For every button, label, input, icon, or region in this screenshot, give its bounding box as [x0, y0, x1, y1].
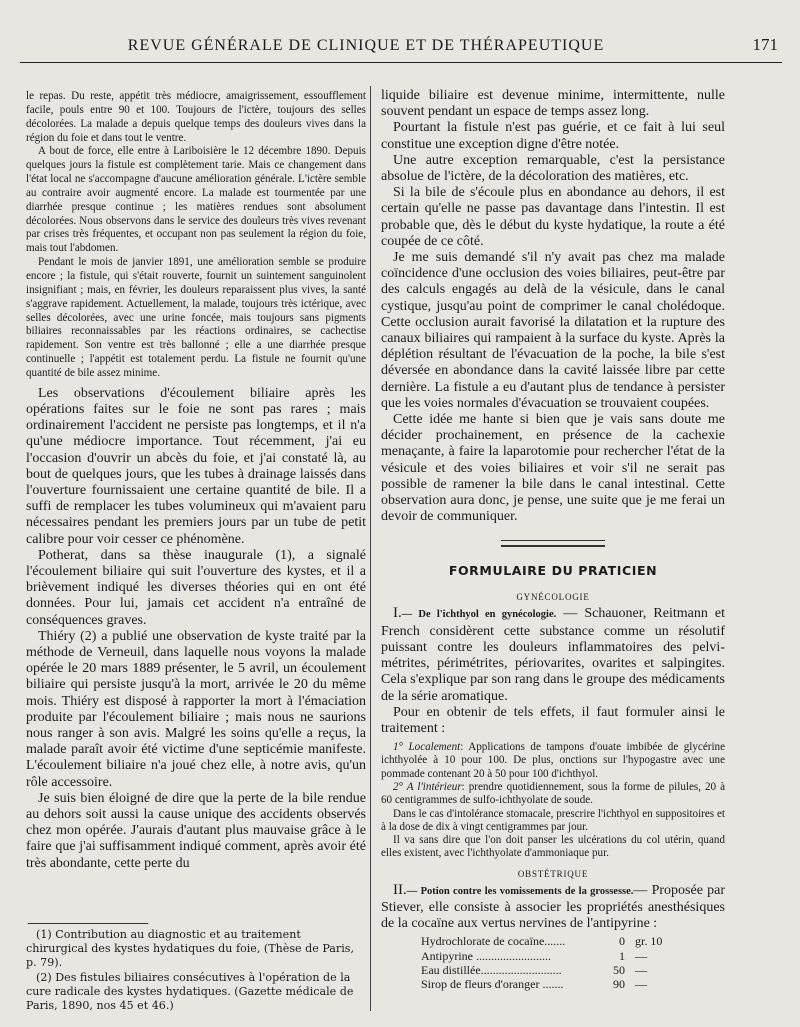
subsection-heading: GYNÉCOLOGIE — [516, 592, 590, 603]
footnote: (1) Contribution au diagnostic et au traitement chirurgical des kystes hydatiques du foie, (Thèse de Paris, p. 79). — [26, 928, 354, 969]
quantity: 1 — [619, 948, 625, 963]
unit: — — [635, 977, 647, 991]
body-paragraph: Les observations d'écoulement biliaire après les opérations faites sur le foie ne sont pas rares ; mais ordinairement l'accident ne persiste pas longtemps, et il n'a qu'une médiocre importance. Tout récemment, j'ai eu l'occasion d'ouvrir un abcès du foie, et j'ai constaté là, au bout de quelques jours, que les tubes à drainage laissés dans l'ouverture fournissaient une certaine quantité de bile. Il a suffi de remplacer les tubes volumineux qui m'avaient paru nécessaires pendant les premiers jours par un tube de petit calibre pour voir cesser ce phénomène. — [26, 385, 366, 547]
body-paragraph: Thiéry (2) a publié une observation de kyste traité par la méthode de Verneuil, dans laquelle nous voyons la malade opérée le 20 mars 1889 présenter, le 5 avril, un écoulement biliaire qui persiste jusqu'à la mort, arrivée le 20 du même mois. Thiéry est disposé à rapporter la mort à l'émaciation produite par l'écoulement biliaire ; mais nous ne saurions nous ranger à son avis. Malgré les soins qu'elle a reçus, la malade paraît avoir été victime d'une septicémie manifeste. L'écoulement biliaire n'a joué chez elle, à notre avis, qu'un rôle accessoire. — [26, 628, 366, 790]
section-title: FORMULAIRE DU PRATICIEN — [448, 563, 658, 579]
item-number: II. — [393, 881, 407, 898]
treatment-label: 2° A l'intérieur — [393, 781, 462, 793]
unit: — — [635, 962, 647, 977]
footnotes — [26, 928, 366, 1014]
formulary-item — [381, 882, 725, 933]
running-header — [20, 32, 782, 63]
item-title: — Potion contre les vomissements de la grossesse. — [406, 885, 634, 897]
treatment-item: Dans le cas d'intolérance stomacale, prescrire l'ichthyol en suppositoires et à la dose de dix à vingt centigrammes par jour. — [381, 807, 725, 833]
treatment-text: : Applications de tampons d'ouate imbibée de glycérine ichthyolée à 10 pour 100. De plus, onctions sur l'hypogastre avec une pommade contenant 20 à 50 pour 100 d'ichthyol. — [381, 741, 726, 780]
item-text: — Proposée par Stiever, elle consiste à associer les propriétés anesthésiques de la cocaïne aux vertus nervines de l'antipyrine : — [381, 882, 726, 932]
ingredient: Hydrochlorate de cocaïne....... — [421, 934, 566, 949]
recipe-row — [421, 934, 725, 948]
journal-title: REVUE GÉNÉRALE DE CLINIQUE ET DE THÉRAPEUTIQUE — [127, 37, 605, 54]
ingredient: Eau distillée........................... — [421, 962, 562, 977]
quantity: 50 — [613, 962, 625, 977]
quantity: 0 — [619, 934, 625, 949]
recipe-row — [421, 963, 725, 977]
left-column — [26, 90, 366, 872]
footnote: (2) Des fistules biliaires consécutives à l'opération de la cure radicale des kystes hydatiques. (Gazette médicale de Paris, 1890, nos 45 et 46.) — [26, 971, 354, 1012]
item-number: I. — [393, 605, 402, 622]
recipe-row — [421, 977, 725, 991]
page-number: 171 — [752, 35, 778, 54]
footnote-rule — [28, 923, 148, 924]
recipe-table — [421, 934, 725, 991]
quantity: 90 — [613, 977, 625, 991]
treatment-text: : prendre quotidiennement, sous la forme de pilules, 20 à 60 centigrammes de sulfo-ichthyolate de soude. — [381, 781, 725, 807]
item-title: — De l'ichthyol en gynécologie. — [401, 609, 557, 621]
subsection-heading: OBSTÉTRIQUE — [517, 868, 589, 879]
case-paragraph: le repas. Du reste, appétit très médiocre, amaigrissement, essoufflement facile, pouls entre 90 et 100. Toujours de l'ictère, toujours des selles décolorées. La malade a depuis quelque temps des douleurs vives dans la région du foie et dans tout le ventre. — [26, 90, 366, 144]
column-divider — [370, 86, 371, 1011]
section-separator — [501, 540, 605, 547]
body-paragraph: Pour en obtenir de tels effets, il faut formuler ainsi le traitement : — [381, 704, 725, 736]
unit: gr. 10 — [635, 934, 663, 949]
item-text: — Schauoner, Reitmann et French considèrent cette substance comme un résolutif puissant contre les douleurs inflammatoires des pelvi-métrites, périmétrites, périovarites, ovarites et salpingites. Cela s'explique par son rang dans le groupe des médicaments de la série aromatique. — [381, 606, 725, 704]
treatment-item — [381, 781, 725, 808]
treatment-list — [381, 741, 725, 861]
body-paragraph: liquide biliaire est devenue minime, intermittente, nulle souvent pendant un espace de temps assez long. — [381, 88, 725, 120]
body-paragraph: Si la bile de s'écoule plus en abondance au dehors, il est certain qu'elle ne passe pas davantage dans l'intestin. Il est probable que, dès le début du kyste hydatique, la route a été coupée de ce côté. — [381, 185, 725, 249]
treatment-label: 1° Localement — [393, 741, 461, 754]
ingredient: Antipyrine ......................... — [421, 948, 551, 963]
treatment-item — [381, 741, 725, 781]
body-paragraph: Une autre exception remarquable, c'est la persistance absolue de l'ictère, de la décoloration des matières, etc. — [381, 152, 725, 185]
body-paragraph: Pourtant la fistule n'est pas guérie, et ce fait à lui seul constitue une exception digne d'être notée. — [381, 120, 725, 152]
body-paragraph: Je suis bien éloigné de dire que la perte de la bile rendue au dehors soit aussi la cause unique des accidents observés chez mon opérée. J'aurais d'autant plus mauvaise grâce à le faire que j'ai suffisamment indiqué comment, après avoir été très abondante, cette perte du — [26, 790, 366, 871]
case-paragraph: A bout de force, elle entre à Lariboisière le 12 décembre 1890. Depuis quelques jours la fistule est complètement tarie. Mais ce changement dans l'état local ne s'accompagne d'aucune amélioration générale. L'ictère semble au contraire avoir augmenté encore. La malade est tourmentée par une diarrhée presque continue ; les matières rendues sont absolument décolorées. Nous observons dans le service des douleurs très vives revenant par crises très fréquentes, et occupant non pas seulement la région du foie, mais tout l'abdomen. — [26, 145, 366, 255]
body-paragraph: Je me suis demandé s'il n'y avait pas chez ma malade coïncidence d'une occlusion des voies biliaires, peut-être par des calculs engagés au delà de la vésicule, dans le canal cystique, jusqu'au point de comprimer le canal cholédoque. Cette occlusion aurait favorisé la dilatation et la rupture des canaux biliaires qui rampaient à la surface du kyste. Après la déplétion résultant de l'évacuation de la poche, la bile s'est déversée en abondance dans la cavité laissée libre par cette dernière. La fistule a eu d'autant plus de tendance à persister que les voies normales d'évacuation se trouvaient coupées. — [381, 250, 725, 411]
body-paragraph: Cette idée me hante si bien que je vais sans doute me décider prochainement, en présence de la cachexie menaçante, à faire la laparotomie pour rechercher l'état de la vésicule et des voies biliaires et voir s'il ne serait pas possible de ramener la bile dans le canal intestinal. Cette observation aura donc, je pense, une suite que je me ferai un devoir de communiquer. — [381, 412, 725, 525]
case-paragraph: Pendant le mois de janvier 1891, une amélioration semble se produire encore ; la fistule, qui s'était rouverte, fournit un suintement sanguinolent insignifiant ; mais, en février, les douleurs reparaissent plus vives, la santé s'aggrave rapidement. Actuellement, la malade, toujours très ictérique, avec selles décolorées, avec une urine foncée, mais toujours sans pigments biliaires reconnaissables par les réactions ordinaires, se cachectise rapidement. Son ventre est très ballonné ; elle a une diarrhée presque continuelle ; l'appétit est totalement perdu. La fistule ne fournit qu'une quantité de bile assez minime. — [26, 256, 366, 379]
unit: — — [635, 948, 647, 963]
treatment-item: Il va sans dire que l'on doit panser les ulcérations du col utérin, quand elles existent, avec l'ichthyolate d'ammoniaque pur. — [381, 834, 725, 860]
recipe-row — [421, 949, 725, 963]
right-column — [381, 88, 725, 991]
formulary-item — [381, 605, 725, 704]
ingredient: Sirop de fleurs d'oranger ....... — [421, 977, 564, 991]
body-paragraph: Potherat, dans sa thèse inaugurale (1), a signalé l'écoulement biliaire qui suit l'ouverture des kystes, et il a brièvement indiqué les diverses théories qui en ont été données. Pour lui, jamais cet accident n'a entraîné de conséquences graves. — [26, 547, 366, 628]
